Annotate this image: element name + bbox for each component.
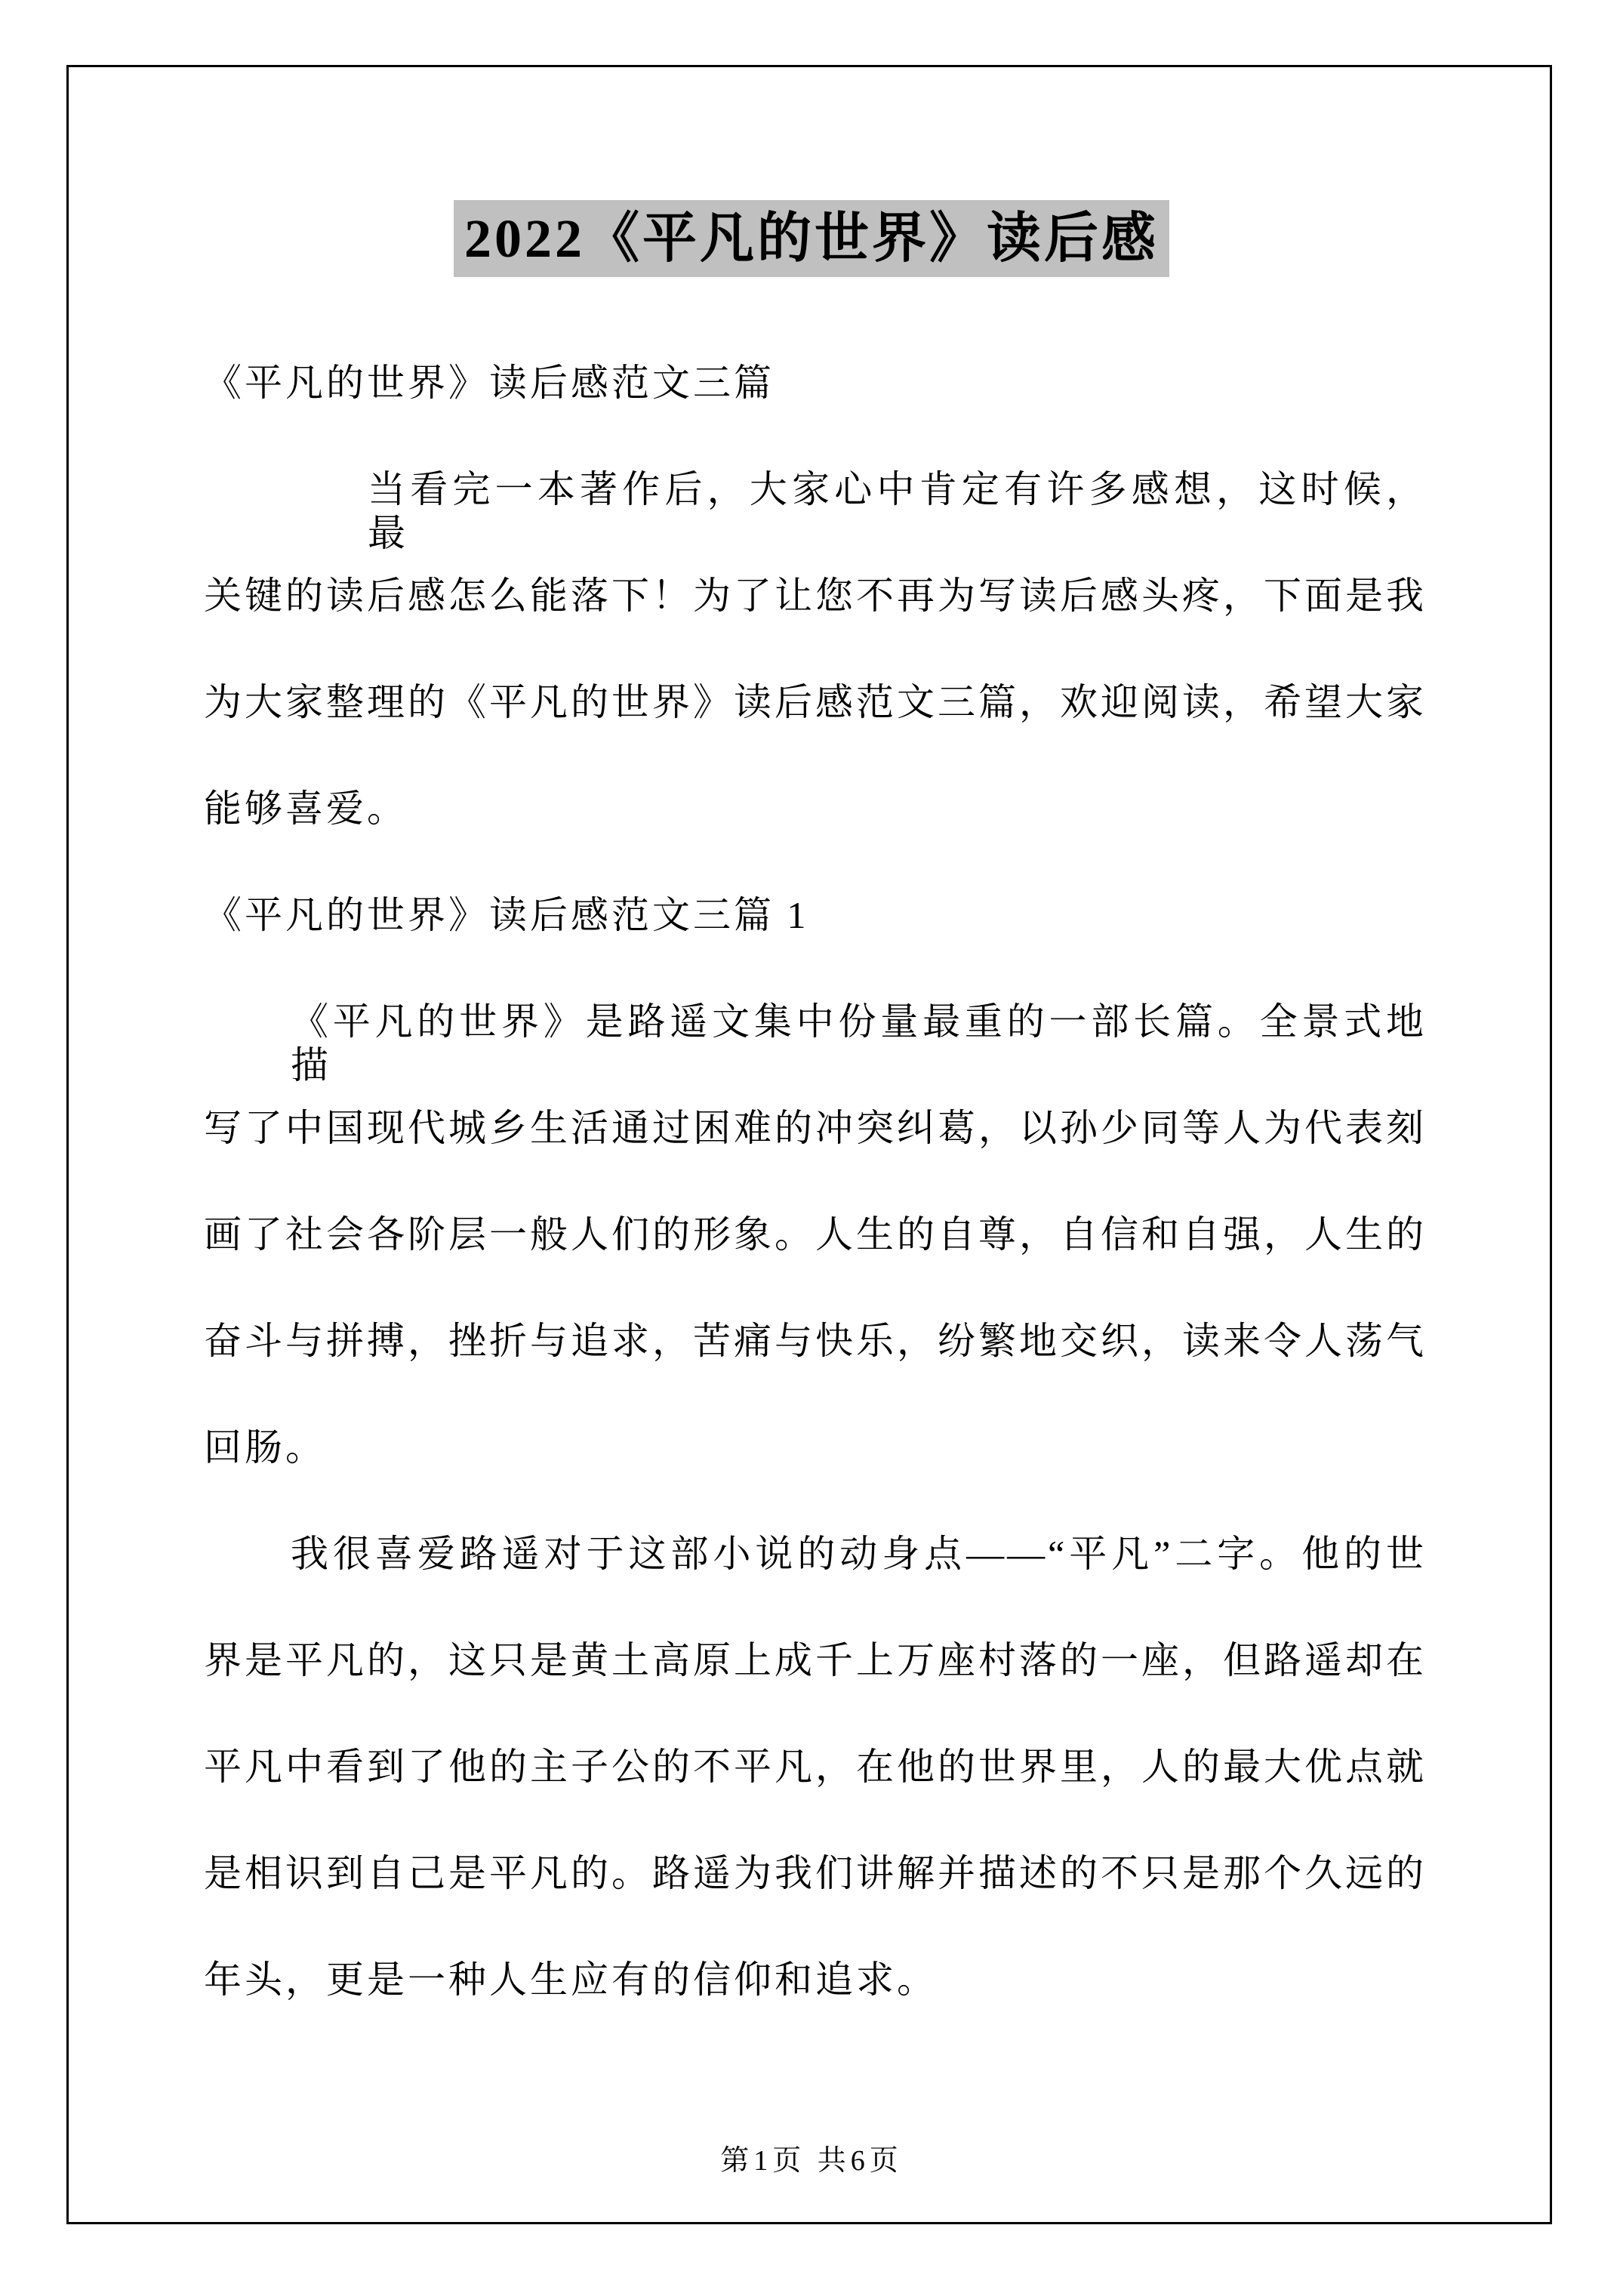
text-line: 平凡中看到了他的主子公的不平凡，在他的世界里，人的最大优点就	[204, 1746, 1427, 1788]
page-footer: 第1页 共6页	[720, 2145, 903, 2177]
text-line: 当看完一本著作后，大家心中肯定有许多感想，这时候，最	[368, 468, 1427, 554]
text-line: 《平凡的世界》读后感范文三篇 1	[204, 894, 809, 936]
text-line: 《平凡的世界》是路遥文集中份量最重的一部长篇。全景式地描	[291, 1000, 1427, 1086]
text-line: 是相识到自己是平凡的。路遥为我们讲解并描述的不只是那个久远的	[204, 1852, 1427, 1894]
text-line: 界是平凡的，这只是黄土高原上成千上万座村落的一座，但路遥却在	[204, 1639, 1427, 1681]
text-line: 写了中国现代城乡生活通过困难的冲突纠葛，以孙少同等人为代表刻	[204, 1107, 1427, 1149]
text-line: 能够喜爱。	[204, 787, 408, 830]
text-line: 《平凡的世界》读后感范文三篇	[204, 362, 775, 404]
text-line: 奋斗与拼搏，挫折与追求，苦痛与快乐，纷繁地交织，读来令人荡气	[204, 1320, 1427, 1362]
text-line: 关键的读后感怎么能落下！为了让您不再为写读后感头疼，下面是我	[204, 575, 1427, 617]
text-line: 我很喜爱路遥对于这部小说的动身点——“平凡”二字。他的世	[291, 1533, 1427, 1575]
text-line: 回肠。	[204, 1426, 326, 1469]
document-title: 2022《平凡的世界》读后感	[454, 200, 1169, 277]
text-line: 画了社会各阶层一般人们的形象。人生的自尊，自信和自强，人生的	[204, 1213, 1427, 1256]
body-text	[204, 0, 1427, 2296]
text-line: 年头，更是一种人生应有的信仰和追求。	[204, 1959, 938, 2001]
text-line: 为大家整理的《平凡的世界》读后感范文三篇，欢迎阅读，希望大家	[204, 681, 1427, 723]
